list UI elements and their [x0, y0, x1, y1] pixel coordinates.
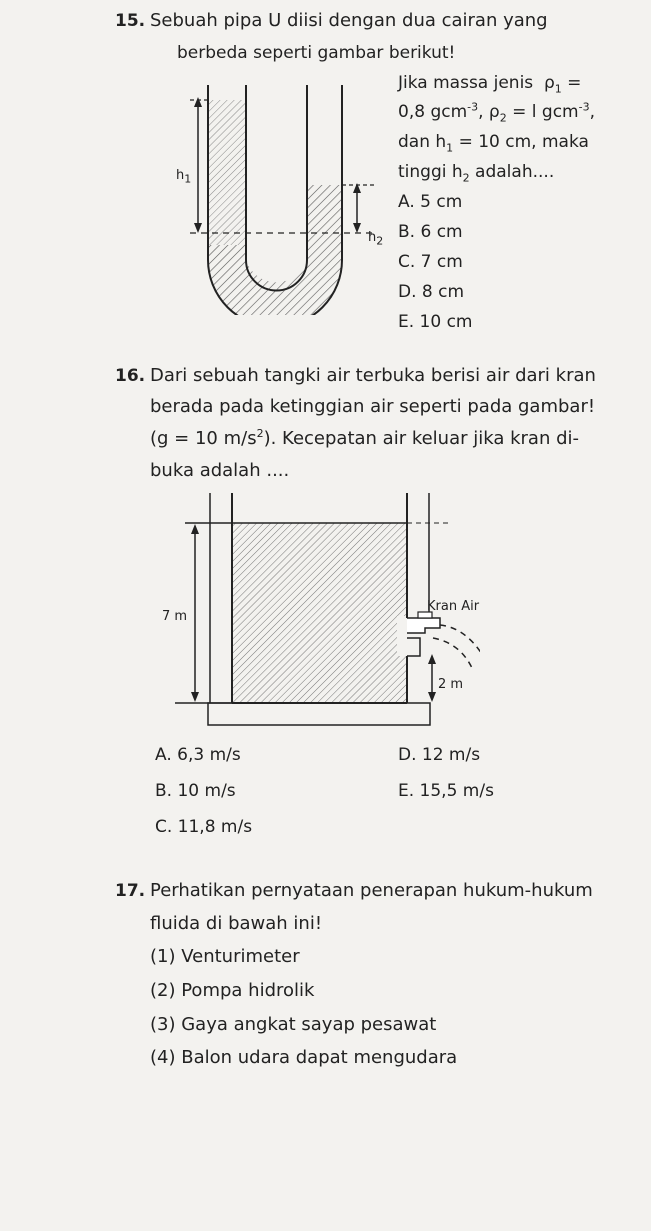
q17-text-line1: Perhatikan pernyataan penerapan hukum-hukum: [150, 880, 593, 901]
left-fluid: [208, 100, 246, 245]
q15-option-e[interactable]: E. 10 cm: [398, 312, 473, 332]
q17-item-3: (3) Gaya angkat sayap pesawat: [150, 1014, 437, 1035]
tank-water: [232, 523, 407, 703]
q16-option-e[interactable]: E. 15,5 m/s: [398, 781, 494, 801]
q15-side-line2: 0,8 gcm$^{-3}$, $\rho_2 = l$ gcm$^{-3}$,: [398, 100, 595, 125]
q16-option-d[interactable]: D. 12 m/s: [398, 745, 481, 765]
q17-item-2: (2) Pompa hidrolik: [150, 980, 315, 1001]
u-tube-figure: [160, 75, 390, 315]
q15-text-line1: Sebuah pipa U diisi dengan dua cairan yang: [150, 10, 548, 31]
q17-item-4: (4) Balon udara dapat mengudara: [150, 1047, 458, 1068]
q15-number: 15.: [115, 11, 146, 31]
q15-side-line4: tinggi $h_2$ adalah....: [398, 162, 555, 185]
water-jet: [440, 625, 480, 668]
tank-base: [208, 703, 430, 725]
q15-option-a[interactable]: A. 5 cm: [398, 192, 463, 212]
label-2m: 2 m: [438, 677, 464, 692]
q17-number: 17.: [115, 881, 146, 901]
q15-option-d[interactable]: D. 8 cm: [398, 282, 465, 302]
q15-option-c[interactable]: C. 7 cm: [398, 252, 463, 272]
q16-text-line1: Dari sebuah tangki air terbuka berisi air dari kran: [150, 365, 596, 386]
q16-option-a[interactable]: A. 6,3 m/s: [155, 745, 241, 765]
q16-option-b[interactable]: B. 10 m/s: [155, 781, 236, 801]
label-h1: $h_1$: [176, 168, 192, 186]
q16-text-line3: (g = 10 $m/s^2$). Kecepatan air keluar jika kran di-: [150, 427, 580, 449]
q17-text-line2: fluida di bawah ini!: [150, 913, 323, 934]
label-h2: $h_2$: [368, 230, 384, 248]
label-kran-air: Kran Air: [427, 599, 480, 614]
q16-option-c[interactable]: C. 11,8 m/s: [155, 817, 253, 837]
label-7m: 7 m: [162, 609, 188, 624]
tap-pipe: [407, 618, 440, 633]
q15-side-line1: Jika massa jenis $\rho_1$ =: [398, 73, 582, 96]
u-tube-inner: [246, 85, 307, 290]
q15-option-b[interactable]: B. 6 cm: [398, 222, 463, 242]
q15-side-line3: dan $h_1 = 10$ cm, maka: [398, 132, 589, 155]
q15-text-line2: berbeda seperti gambar berikut!: [177, 43, 456, 63]
q16-number: 16.: [115, 366, 146, 386]
q16-text-line4: buka adalah ....: [150, 460, 290, 481]
q16-text-line2: berada pada ketinggian air seperti pada gambar!: [150, 396, 596, 417]
q17-item-1: (1) Venturimeter: [150, 946, 300, 967]
